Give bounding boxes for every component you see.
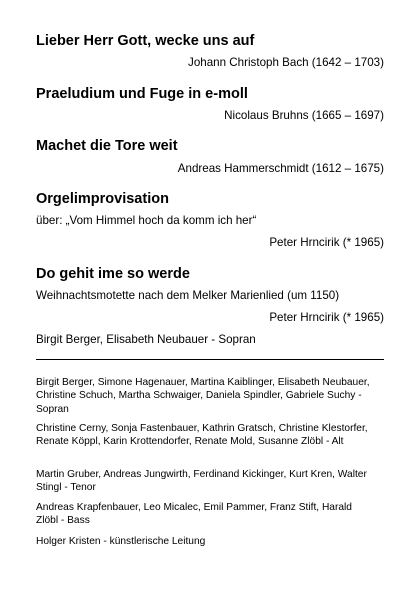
soloists-line: Birgit Berger, Elisabeth Neubauer - Sopran — [36, 333, 256, 346]
divider-line — [36, 359, 384, 360]
piece-composer: Peter Hrncirik (* 1965) — [269, 236, 384, 249]
ensemble-alt: Christine Cerny, Sonja Fastenbauer, Kathrin Gratsch, Christine Klestorfer, Renate Köppl, Karin Krottendorfer, Renate Mold, Susanne Zlöbl - Alt — [36, 423, 368, 448]
piece-composer: Johann Christoph Bach (1642 – 1703) — [188, 56, 384, 69]
piece-title: Do gehit ime so werde — [36, 266, 190, 282]
piece-title: Praeludium und Fuge in e-moll — [36, 86, 248, 102]
ensemble-bass: Andreas Krapfenbauer, Leo Micalec, Emil Pammer, Franz Stift, Harald Zlöbl - Bass — [36, 502, 352, 527]
piece-title: Lieber Herr Gott, wecke uns auf — [36, 33, 255, 49]
ensemble-tenor: Martin Gruber, Andreas Jungwirth, Ferdinand Kickinger, Kurt Kren, Walter Stingl - Tenor — [36, 469, 367, 494]
ensemble-soprano: Birgit Berger, Simone Hagenauer, Martina Kaiblinger, Elisabeth Neubauer, Christine Schuch, Martha Schwaiger, Daniela Spindler, Gabriele Suchy - Sopran — [36, 377, 370, 415]
piece-subtitle: Weihnachtsmotette nach dem Melker Marienlied (um 1150) — [36, 289, 340, 302]
piece-subtitle: über: „Vom Himmel hoch da komm ich her“ — [36, 214, 257, 227]
piece-composer: Nicolaus Bruhns (1665 – 1697) — [224, 109, 384, 122]
piece-composer: Andreas Hammerschmidt (1612 – 1675) — [177, 162, 384, 175]
piece-title: Orgelimprovisation — [36, 191, 169, 207]
piece-composer: Peter Hrncirik (* 1965) — [269, 311, 384, 324]
piece-title: Machet die Tore weit — [36, 138, 178, 154]
artistic-director: Holger Kristen - künstlerische Leitung — [36, 536, 206, 547]
